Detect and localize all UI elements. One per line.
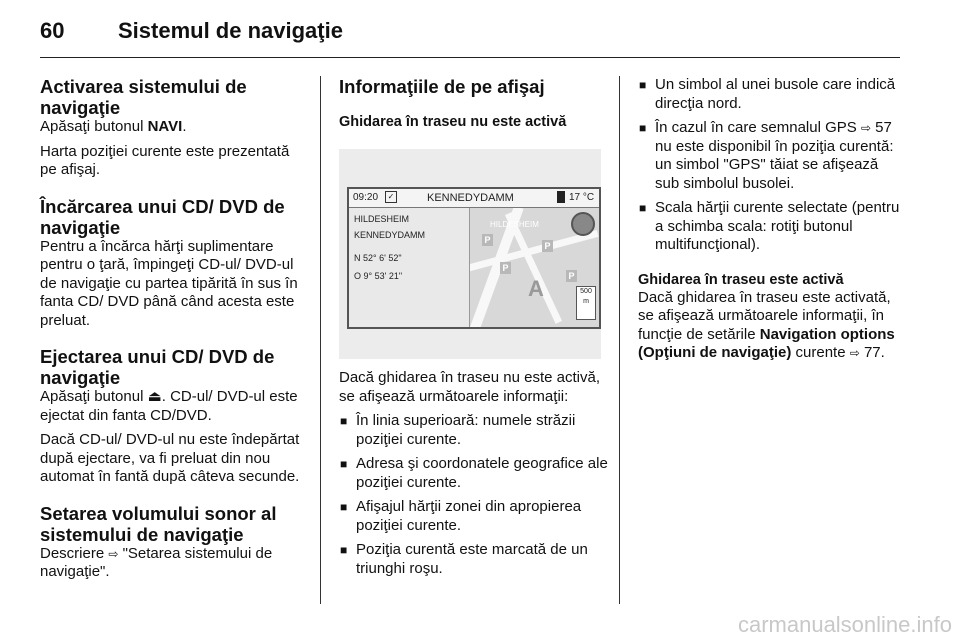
bullet-list bbox=[339, 412, 609, 578]
bullet-icon: ■ bbox=[639, 121, 647, 135]
reference-arrow-icon: ⇨ bbox=[860, 121, 871, 135]
list-item-text: În linia superioară: numele străzii poziţiei curente. bbox=[356, 412, 576, 448]
map-scale: 500 m bbox=[576, 286, 596, 320]
list-item-text: Scala hărţii curente selectate (pentru a schimba scala: rotiţi butonul multifuncţional). bbox=[655, 199, 900, 253]
screen-longitude: O 9° 53' 21" bbox=[354, 271, 403, 281]
section-title: Setarea volumului sonor al sistemului de navigaţie bbox=[40, 502, 277, 545]
clock-icon: ✓ bbox=[385, 191, 397, 203]
paragraph bbox=[638, 289, 903, 363]
page-number: 60 bbox=[40, 18, 65, 43]
section-title: Ejectarea unui CD/ DVD de navigaţie bbox=[40, 346, 275, 388]
screen-city: HILDESHEIM bbox=[354, 214, 410, 224]
column-left bbox=[40, 76, 308, 582]
text: 77. bbox=[859, 344, 885, 361]
list-item bbox=[638, 119, 903, 193]
paragraph bbox=[40, 545, 308, 582]
bullet-icon: ■ bbox=[340, 457, 348, 471]
screen-info-panel bbox=[349, 208, 470, 327]
watermark: carmanualsonline.info bbox=[737, 612, 952, 637]
bullet-icon: ■ bbox=[340, 414, 348, 428]
screen-time: 09:20 bbox=[353, 192, 379, 203]
paragraph: Dacă CD-ul/ DVD-ul nu este îndepărtat după ejectare, va fi preluat din nou automat în fantă după câteva secunde. bbox=[40, 431, 300, 485]
list-item-text: 57 nu este disponibil în poziţia curentă: un simbol "GPS" tăiat se afişează sub simbolul busolei. bbox=[655, 119, 894, 192]
list-item-text: Adresa şi coordonatele geografice ale poziţiei curente. bbox=[356, 455, 608, 491]
screen-street: KENNEDYDAMM bbox=[427, 192, 514, 204]
column-right bbox=[638, 76, 903, 363]
text: Descriere bbox=[40, 544, 109, 562]
page-header bbox=[40, 18, 900, 58]
screen-temperature: 17 °C bbox=[569, 192, 595, 203]
text: . CD-ul/ DVD-ul este ejectat din fanta CD/DVD. bbox=[40, 388, 298, 424]
paragraph bbox=[40, 118, 308, 137]
map-city-label: HILDESHEIM bbox=[490, 220, 539, 229]
list-item bbox=[638, 199, 903, 255]
text: curente bbox=[791, 344, 850, 361]
list-item-text: Poziţia curentă este marcată de un triunghi roşu. bbox=[356, 541, 588, 577]
text: Dacă ghidarea în traseu este activată, se afişează următoarele informaţii, în funcţie de setările bbox=[638, 288, 891, 343]
display-screenshot bbox=[339, 149, 601, 359]
compass-icon bbox=[571, 212, 595, 236]
list-item bbox=[339, 498, 609, 535]
reference-arrow-icon: ⇨ bbox=[108, 546, 119, 561]
list-item-text: Un simbol al unei busole care indică direcţia nord. bbox=[655, 76, 896, 112]
parking-icon: P bbox=[482, 234, 493, 246]
chapter-title: Sistemul de navigaţie bbox=[118, 18, 343, 43]
paragraph: Dacă ghidarea în traseu nu este activă, se afişează următoarele informaţii: bbox=[339, 369, 600, 405]
parking-icon: P bbox=[566, 270, 577, 282]
subsection-title: Ghidarea în traseu nu este activă bbox=[339, 114, 567, 130]
list-item-text: Afişajul hărţii zonei din apropierea poziţiei curente. bbox=[356, 498, 582, 534]
screen-latitude: N 52° 6' 52" bbox=[354, 253, 402, 263]
eject-icon: ⏏ bbox=[147, 388, 162, 405]
thermometer-icon bbox=[557, 191, 565, 203]
paragraph bbox=[40, 388, 308, 425]
section-title: Activarea sistemului de navigaţie bbox=[40, 76, 247, 118]
navi-button-label: NAVI bbox=[147, 118, 183, 135]
reference-arrow-icon: ⇨ bbox=[849, 346, 860, 360]
text: Apăsaţi butonul bbox=[40, 118, 148, 135]
paragraph: Harta poziţiei curente este prezentată pe afişaj. bbox=[40, 142, 290, 178]
nav-screen bbox=[347, 187, 601, 329]
screen-map bbox=[470, 208, 599, 327]
section-title: Încărcarea unui CD/ DVD de navigaţie bbox=[40, 195, 285, 238]
bullet-icon: ■ bbox=[639, 201, 647, 215]
header-rule bbox=[40, 57, 900, 58]
column-middle bbox=[339, 76, 609, 578]
parking-icon: P bbox=[500, 262, 511, 274]
parking-icon: P bbox=[542, 240, 553, 252]
list-item bbox=[339, 412, 609, 449]
subsection-title: Ghidarea în traseu este activă bbox=[638, 271, 844, 288]
paragraph: Pentru a încărca hărţi suplimentare pentru o ţară, împingeţi CD-ul/ DVD-ul de navigaţie cu partea tipărită în sus în fanta CD/ DVD până când acesta este preluat. bbox=[40, 237, 298, 329]
bullet-icon: ■ bbox=[340, 543, 348, 557]
text: "Setarea sistemului de navigaţie". bbox=[40, 544, 273, 580]
list-item-text: În cazul în care semnalul GPS bbox=[655, 119, 861, 136]
section-title: Informaţiile de pe afişaj bbox=[339, 76, 545, 97]
bullet-icon: ■ bbox=[639, 78, 647, 92]
column-divider bbox=[320, 76, 321, 604]
screen-street-2: KENNEDYDAMM bbox=[354, 230, 426, 240]
text: . bbox=[182, 118, 187, 135]
list-item bbox=[339, 455, 609, 492]
bullet-list bbox=[638, 76, 903, 255]
bullet-icon: ■ bbox=[340, 500, 348, 514]
list-item bbox=[339, 541, 609, 578]
list-item bbox=[638, 76, 903, 113]
column-divider bbox=[619, 76, 620, 604]
text: Apăsaţi butonul bbox=[40, 388, 148, 405]
position-marker: A bbox=[528, 276, 544, 301]
menu-option-label: Navigation options (Opţiuni de navigaţie) bbox=[638, 325, 895, 361]
screen-top-bar bbox=[349, 189, 599, 208]
